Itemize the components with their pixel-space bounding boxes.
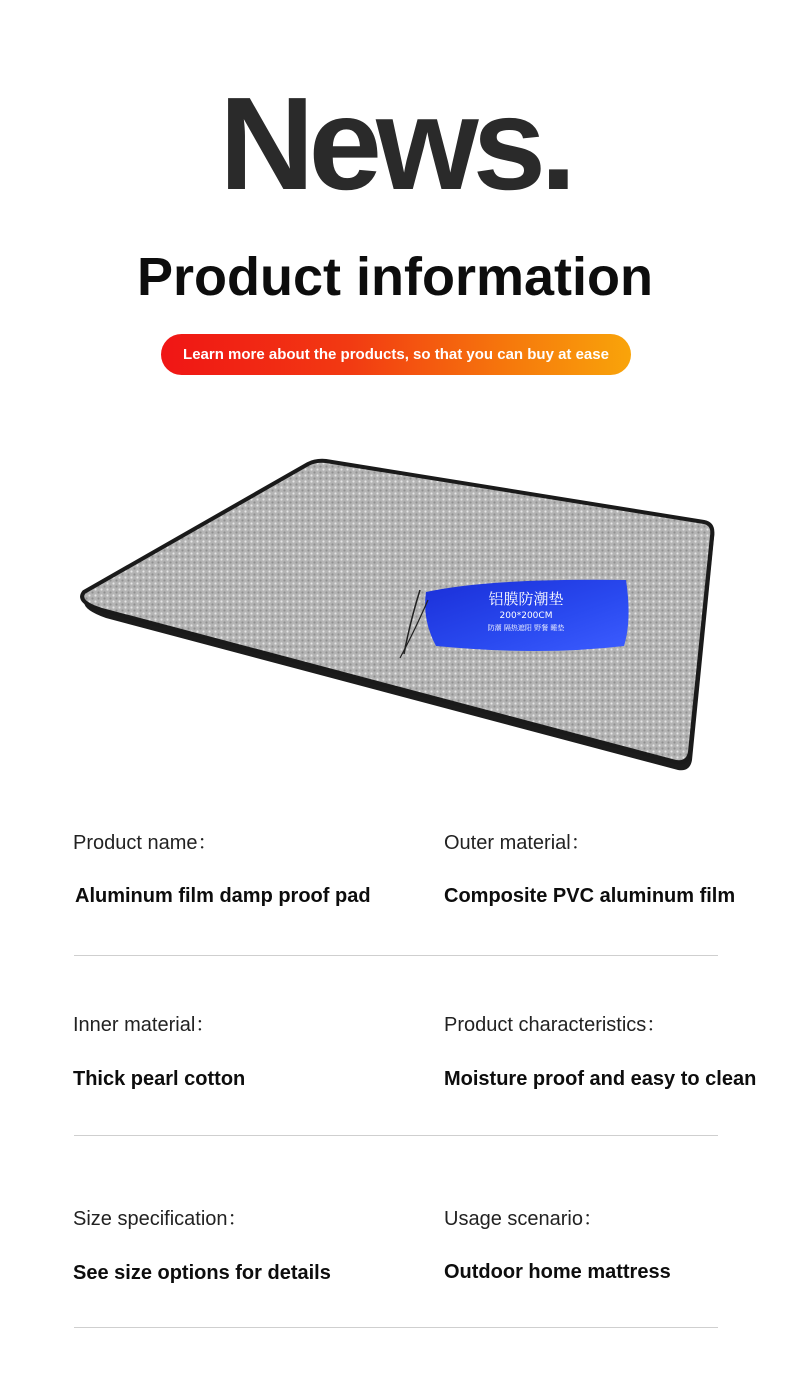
spec-value-outer-material: Composite PVC aluminum film [444, 885, 736, 907]
spec-value-usage-scenario: Outdoor home mattress [444, 1261, 671, 1283]
spec-label-size-specification: Size specification： [73, 1208, 248, 1230]
page-title: Product information [137, 247, 653, 307]
spec-label-outer-material: Outer material： [444, 832, 591, 854]
product-image [70, 450, 730, 790]
divider [74, 955, 718, 956]
spec-value-product-characteristics: Moisture proof and easy to clean [444, 1068, 757, 1090]
bag-label-uses: 防潮 隔热遮阳 野餐 睡垫 [487, 624, 565, 632]
spec-label-inner-material: Inner material： [73, 1014, 216, 1036]
spec-value-size-specification: See size options for details [73, 1262, 331, 1284]
bag-label-main: 铝膜防潮垫 [488, 590, 564, 608]
spec-label-product-name: Product name： [73, 832, 218, 854]
bag-label-size: 200*200CM [499, 611, 553, 621]
spec-value-product-name: Aluminum film damp proof pad [75, 885, 371, 907]
spec-label-usage-scenario: Usage scenario： [444, 1208, 603, 1230]
spec-label-product-characteristics: Product characteristics： [444, 1014, 667, 1036]
news-heading: News. [219, 70, 571, 217]
divider [74, 1135, 718, 1136]
info-banner: Learn more about the products, so that you can buy at ease [161, 334, 631, 375]
divider [74, 1327, 718, 1328]
spec-value-inner-material: Thick pearl cotton [73, 1068, 246, 1090]
